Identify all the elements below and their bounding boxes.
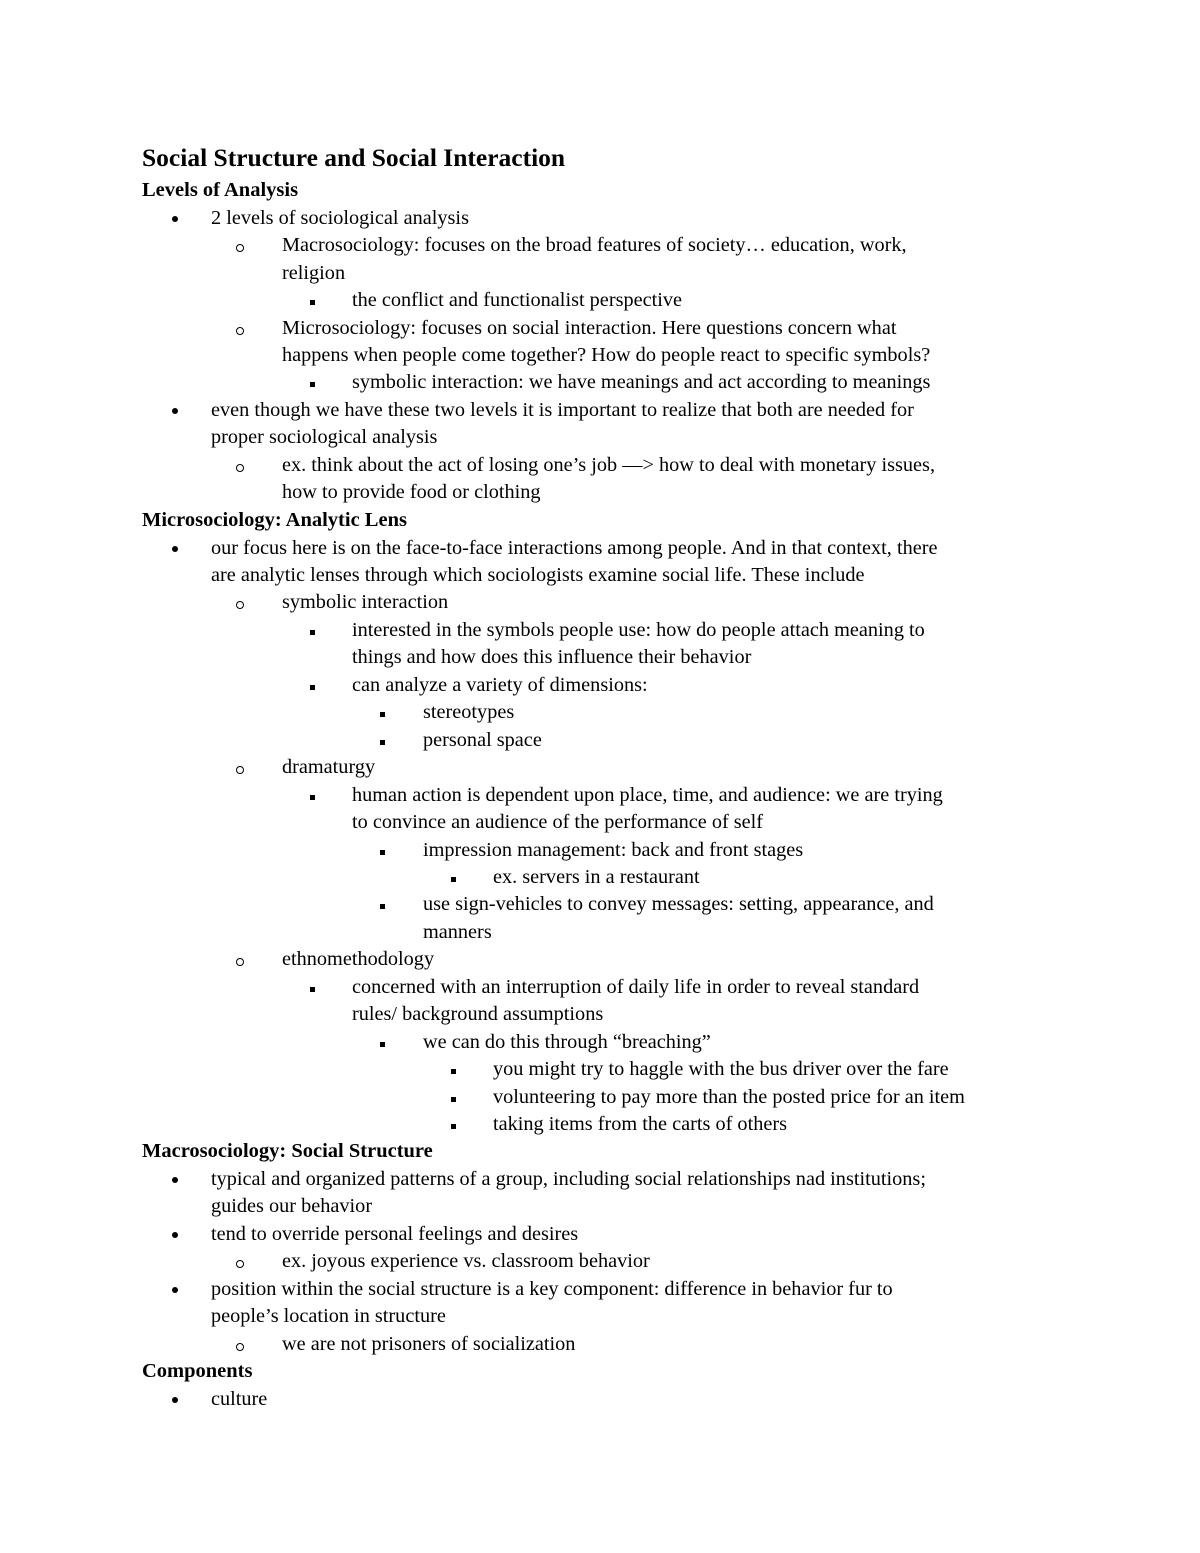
bullet-text: symbolic interaction: we have meanings and act according to meanings <box>352 371 931 393</box>
bullet-text: ex. joyous experience vs. classroom behavior <box>282 1250 650 1272</box>
bullet-text: Microsociology: focuses on social interaction. Here questions concern what <box>282 317 897 339</box>
bullet-text-continued: guides our behavior <box>211 1195 373 1217</box>
bullet-text: culture <box>211 1388 268 1410</box>
section-heading: Levels of Analysis <box>142 179 299 201</box>
bullet-text: use sign-vehicles to convey messages: setting, appearance, and <box>423 893 934 915</box>
bullet-text: we are not prisoners of socialization <box>282 1333 576 1355</box>
bullet-text: ethnomethodology <box>282 948 435 970</box>
bullet-text: position within the social structure is a key component: difference in behavior fur to <box>211 1278 893 1300</box>
bullet-text: typical and organized patterns of a group, including social relationships nad institutions; <box>211 1168 926 1190</box>
bullet-text: impression management: back and front stages <box>423 839 804 861</box>
bullet-text: ex. servers in a restaurant <box>493 866 700 888</box>
bullet-text: symbolic interaction <box>282 591 449 613</box>
section-heading: Macrosociology: Social Structure <box>142 1140 433 1162</box>
bullet-text-continued: people’s location in structure <box>211 1305 446 1327</box>
bullet-text: stereotypes <box>423 701 515 723</box>
bullet-text-continued: proper sociological analysis <box>211 426 438 448</box>
bullet-text: you might try to haggle with the bus driver over the fare <box>493 1058 949 1080</box>
section-heading: Microsociology: Analytic Lens <box>142 509 407 531</box>
bullet-text: personal space <box>423 729 542 751</box>
bullet-text: tend to override personal feelings and desires <box>211 1223 579 1245</box>
bullet-text: human action is dependent upon place, time, and audience: we are trying <box>352 784 943 806</box>
bullet-text-continued: happens when people come together? How do people react to specific symbols? <box>282 344 931 366</box>
bullet-text: volunteering to pay more than the posted price for an item <box>493 1086 965 1108</box>
bullet-text-continued: manners <box>423 921 492 943</box>
bullet-text-continued: are analytic lenses through which sociologists examine social life. These include <box>211 564 865 586</box>
bullet-text-continued: things and how does this influence their behavior <box>352 646 752 668</box>
bullet-text: even though we have these two levels it is important to realize that both are needed for <box>211 399 914 421</box>
bullet-text-continued: rules/ background assumptions <box>352 1003 604 1025</box>
bullet-text: ex. think about the act of losing one’s job —> how to deal with monetary issues, <box>282 454 936 476</box>
bullet-text: can analyze a variety of dimensions: <box>352 674 648 696</box>
bullet-text-continued: religion <box>282 262 346 284</box>
bullet-text-continued: how to provide food or clothing <box>282 481 541 503</box>
bullet-text: 2 levels of sociological analysis <box>211 207 469 229</box>
bullet-text: concerned with an interruption of daily life in order to reveal standard <box>352 976 920 998</box>
bullet-text: we can do this through “breaching” <box>423 1031 711 1053</box>
bullet-text: interested in the symbols people use: how do people attach meaning to <box>352 619 925 641</box>
bullet-text: the conflict and functionalist perspective <box>352 289 683 311</box>
bullet-text: dramaturgy <box>282 756 376 778</box>
bullet-text: taking items from the carts of others <box>493 1113 787 1135</box>
bullet-text: our focus here is on the face-to-face interactions among people. And in that context, there <box>211 537 938 559</box>
section-heading: Components <box>142 1360 253 1382</box>
bullet-text: Macrosociology: focuses on the broad features of society… education, work, <box>282 234 907 256</box>
document-title: Social Structure and Social Interaction <box>142 143 566 172</box>
bullet-text-continued: to convince an audience of the performance of self <box>352 811 764 833</box>
